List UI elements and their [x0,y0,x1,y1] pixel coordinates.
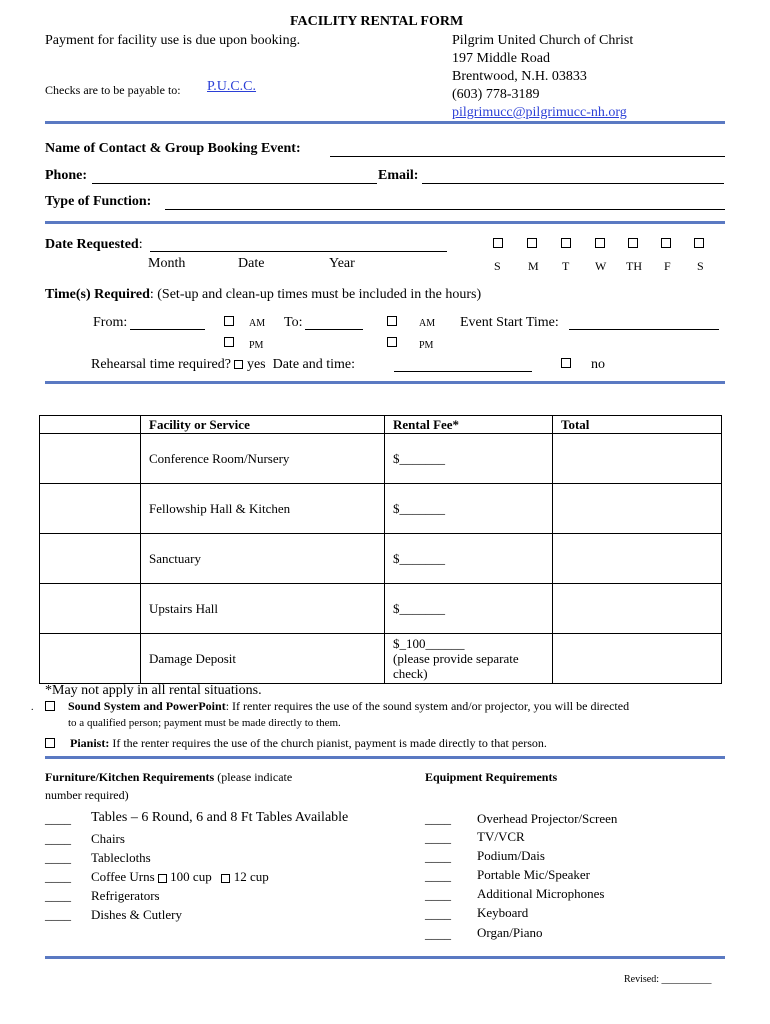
to-pm-checkbox[interactable] [387,337,397,347]
facility-cell: Upstairs Hall [141,584,385,634]
total-cell[interactable] [553,484,722,534]
address-line2: Brentwood, N.H. 03833 [452,69,587,84]
divider-5 [45,956,725,959]
cup100-checkbox[interactable] [158,874,167,883]
row-check-cell[interactable] [40,634,141,684]
sound-note: Sound System and PowerPoint: If renter requires the use of the sound system and/or projector, you will be directed [68,699,630,713]
equipment-blank[interactable]: ____ [425,887,451,902]
chairs-blank[interactable]: ____ [45,831,71,846]
equipment-item: Organ/Piano [477,925,543,940]
address-line1: 197 Middle Road [452,51,550,66]
furniture-heading-line2: number required) [45,788,129,802]
total-cell[interactable] [553,434,722,484]
fee-cell[interactable]: $_______ [385,484,553,534]
contact-name-label: Name of Contact & Group Booking Event: [45,141,301,156]
equipment-blank[interactable]: ____ [425,906,451,921]
facility-cell: Sanctuary [141,534,385,584]
pianist-note: Pianist: If the renter requires the use of the church pianist, payment is made directly to that person. [70,736,547,750]
email-label: Email: [378,168,419,183]
to-field[interactable] [305,329,363,330]
day-checkbox-fri[interactable] [661,238,671,248]
equipment-item: Additional Microphones [477,886,605,901]
facility-cell: Fellowship Hall & Kitchen [141,484,385,534]
header-facility: Facility or Service [141,416,385,434]
org-phone: (603) 778-3189 [452,87,540,102]
table-row [40,434,722,484]
from-am-checkbox[interactable] [224,316,234,326]
equipment-heading: Equipment Requirements [425,770,558,784]
equipment-blank[interactable]: ____ [425,926,451,941]
revised-label: Revised: __________ [624,974,712,985]
from-field[interactable] [130,329,205,330]
facility-cell: Conference Room/Nursery [141,434,385,484]
table-row [40,584,722,634]
tablecloths-item: Tablecloths [91,850,151,865]
day-checkbox-mon[interactable] [527,238,537,248]
phone-field[interactable] [92,183,377,184]
table-header-row [40,416,722,434]
phone-label: Phone: [45,168,87,183]
rental-table [39,415,722,684]
contact-name-field[interactable] [330,156,725,157]
equipment-item: Overhead Projector/Screen [477,811,618,826]
equipment-item: Keyboard [477,905,529,920]
header-fee: Rental Fee* [385,416,553,434]
sound-checkbox[interactable] [45,701,55,711]
to-label: To: [284,315,303,330]
table-row [40,534,722,584]
day-checkbox-sat[interactable] [694,238,704,248]
fee-cell[interactable]: $_______ [385,534,553,584]
equipment-item: TV/VCR [477,829,525,844]
header-total: Total [553,416,722,434]
fridges-item: Refrigerators [91,888,160,903]
from-pm-checkbox[interactable] [224,337,234,347]
date-field[interactable] [150,251,447,252]
coffee-blank[interactable]: ____ [45,869,71,884]
row-check-cell[interactable] [40,434,141,484]
org-email-link[interactable]: pilgrimucc@pilgrimucc-nh.org [452,105,627,120]
facility-cell: Damage Deposit [141,634,385,684]
function-field[interactable] [165,209,725,210]
time-required-label: Time(s) Required: (Set-up and clean-up times must be included in the hours) [45,287,482,302]
day-checkbox-thu[interactable] [628,238,638,248]
payment-note: Payment for facility use is due upon booking. [45,33,301,48]
checks-payee: P.U.C.C. [207,79,257,94]
rehearsal-no-label: no [591,357,605,372]
equipment-blank[interactable]: ____ [425,830,451,845]
fee-cell[interactable]: $_100______ (please provide separate check) [385,634,553,684]
fridges-blank[interactable]: ____ [45,888,71,903]
dishes-blank[interactable]: ____ [45,907,71,922]
divider-2 [45,221,725,224]
day-label-tue: T [562,259,570,273]
org-name: Pilgrim United Church of Christ [452,33,634,48]
to-pm-label: PM [419,340,434,351]
fee-cell[interactable]: $_______ [385,584,553,634]
day-label-sun: S [494,259,501,273]
total-cell[interactable] [553,534,722,584]
divider-1 [45,121,725,124]
tables-blank[interactable]: ____ [45,811,71,826]
rehearsal-date-field[interactable] [394,371,532,372]
month-label: Month [148,256,186,271]
from-label: From: [93,315,128,330]
equipment-blank[interactable]: ____ [425,811,451,826]
row-check-cell[interactable] [40,534,141,584]
checks-label: Checks are to be payable to: [45,83,181,97]
cup12-checkbox[interactable] [221,874,230,883]
tables-item: Tables – 6 Round, 6 and 8 Ft Tables Available [91,810,349,825]
to-am-checkbox[interactable] [387,316,397,326]
row-check-cell[interactable] [40,584,141,634]
fee-cell[interactable]: $_______ [385,434,553,484]
function-label: Type of Function: [45,194,152,209]
date-requested-label: Date Requested: [45,237,143,252]
stray-dot: . [31,702,34,713]
day-label-mon: M [528,259,539,273]
day-label-thu: TH [626,259,642,273]
total-cell[interactable] [553,584,722,634]
table-footnote: *May not apply in all rental situations. [45,683,262,698]
equipment-blank[interactable]: ____ [425,868,451,883]
rehearsal-label: Rehearsal time required? yes Date and time: [91,357,356,372]
date-label: Date [238,256,265,271]
day-label-sat: S [697,259,704,273]
equipment-blank[interactable]: ____ [425,849,451,864]
sound-note-line2: to a qualified person; payment must be made directly to them. [68,717,341,729]
divider-4 [45,756,725,759]
table-row [40,484,722,534]
day-checkbox-sun[interactable] [493,238,503,248]
form-title: FACILITY RENTAL FORM [290,14,464,29]
rehearsal-yes-checkbox[interactable] [234,360,243,369]
tablecloths-blank[interactable]: ____ [45,850,71,865]
day-label-fri: F [664,259,671,273]
day-label-wed: W [595,259,607,273]
pianist-checkbox[interactable] [45,738,55,748]
event-start-field[interactable] [569,329,719,330]
day-checkbox-wed[interactable] [595,238,605,248]
table-row [40,634,722,684]
chairs-item: Chairs [91,831,125,846]
from-am-label: AM [249,318,266,329]
equipment-item: Podium/Dais [477,848,545,863]
year-label: Year [329,256,355,271]
total-cell[interactable] [553,634,722,684]
day-checkbox-tue[interactable] [561,238,571,248]
rehearsal-no-checkbox[interactable] [561,358,571,368]
event-start-label: Event Start Time: [460,315,559,330]
to-am-label: AM [419,318,436,329]
row-check-cell[interactable] [40,484,141,534]
furniture-heading: Furniture/Kitchen Requirements (please indicate [45,770,293,784]
divider-3 [45,381,725,384]
from-pm-label: PM [249,340,264,351]
coffee-item: Coffee Urns 100 cup 12 cup [91,869,269,884]
email-field[interactable] [422,183,724,184]
dishes-item: Dishes & Cutlery [91,907,182,922]
equipment-item: Portable Mic/Speaker [477,867,590,882]
